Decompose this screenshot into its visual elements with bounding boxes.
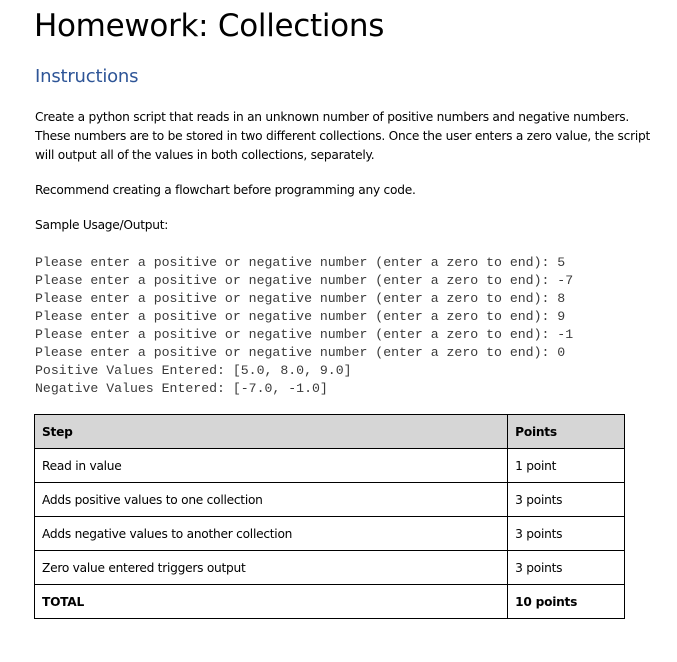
rubric-points-cell: 1 point [508, 449, 625, 483]
intro-line: These numbers are to be stored in two different collections. Once the user enters a zero value, the script [35, 129, 651, 143]
sample-output-line: Negative Values Entered: [-7.0, -1.0] [35, 381, 328, 396]
sample-output-line: Please enter a positive or negative number (enter a zero to end): 5 [35, 255, 566, 270]
rubric-points-cell: 3 points [508, 483, 625, 517]
page-title: Homework: Collections [34, 8, 385, 44]
rubric-table [34, 414, 625, 619]
rubric-total-label: TOTAL [35, 585, 508, 619]
rubric-points-cell: 3 points [508, 551, 625, 585]
rubric-header-step: Step [35, 415, 508, 449]
rubric-step-cell: Adds negative values to another collection [35, 517, 508, 551]
table-row [35, 517, 625, 551]
rubric-total-row [35, 585, 625, 619]
sample-output-block [35, 254, 573, 398]
intro-line: will output all of the values in both collections, separately. [35, 148, 375, 162]
table-row [35, 483, 625, 517]
sample-output-line: Please enter a positive or negative number (enter a zero to end): -1 [35, 327, 574, 342]
rubric-header-points: Points [508, 415, 625, 449]
intro-line: Create a python script that reads in an unknown number of positive numbers and negative numbers. [35, 110, 629, 124]
rubric-step-cell: Read in value [35, 449, 508, 483]
intro-paragraph [35, 108, 665, 165]
sample-label: Sample Usage/Output: [35, 218, 169, 232]
table-row [35, 449, 625, 483]
recommend-paragraph [35, 181, 665, 200]
sample-output-line: Please enter a positive or negative number (enter a zero to end): 8 [35, 291, 566, 306]
sample-output-line: Please enter a positive or negative number (enter a zero to end): 0 [35, 345, 566, 360]
rubric-header-row [35, 415, 625, 449]
table-row [35, 551, 625, 585]
section-heading-instructions: Instructions [35, 66, 139, 87]
rubric-step-cell: Adds positive values to one collection [35, 483, 508, 517]
sample-output-line: Positive Values Entered: [5.0, 8.0, 9.0] [35, 363, 352, 378]
sample-label-paragraph [35, 216, 665, 235]
sample-output-line: Please enter a positive or negative number (enter a zero to end): 9 [35, 309, 566, 324]
sample-output-line: Please enter a positive or negative number (enter a zero to end): -7 [35, 273, 574, 288]
rubric-points-cell: 3 points [508, 517, 625, 551]
rubric-total-points: 10 points [508, 585, 625, 619]
recommend-text: Recommend creating a flowchart before programming any code. [35, 183, 416, 197]
rubric-step-cell: Zero value entered triggers output [35, 551, 508, 585]
